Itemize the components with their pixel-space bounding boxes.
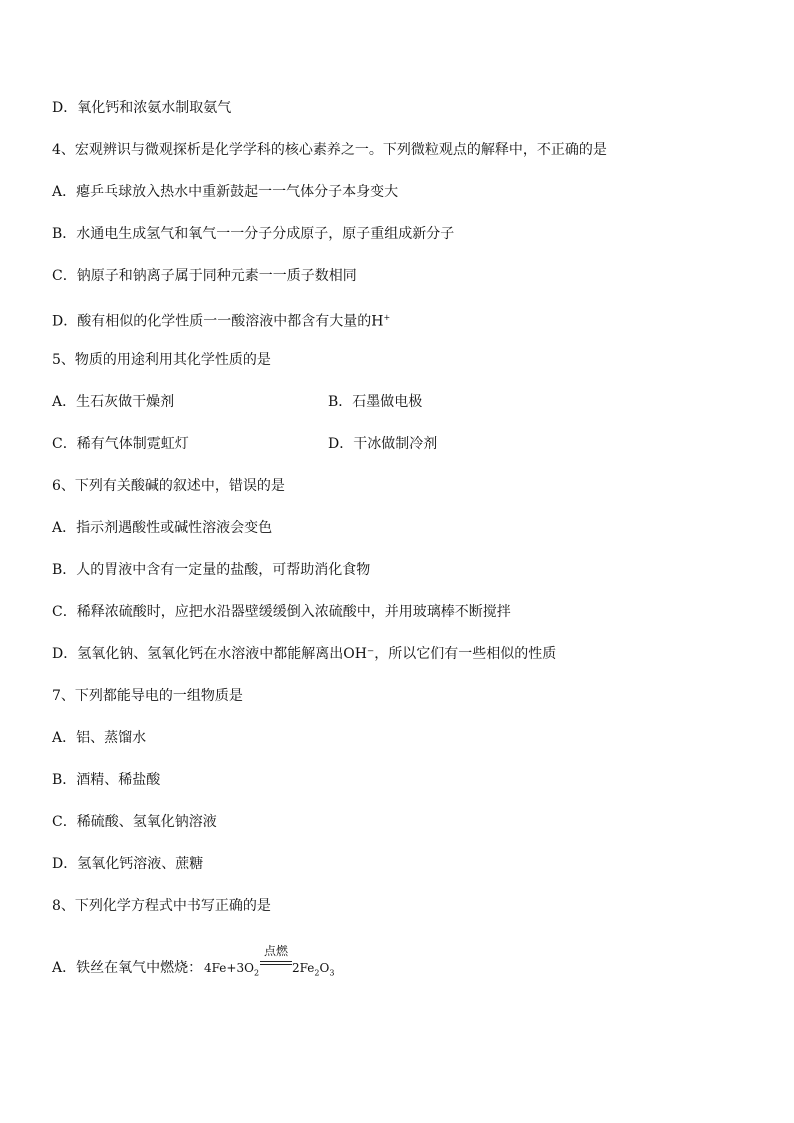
- q4-option-d: [52, 309, 390, 331]
- equation-reactants: [204, 960, 259, 981]
- q6-option-c: C．稀释浓硫酸时，应把水沿器壁缓缓倒入浓硫酸中，并用玻璃棒不断搅拌: [52, 604, 511, 620]
- q5-option-d: D．干冰做制冷剂: [328, 436, 438, 452]
- products-text-a: 2Fe: [292, 961, 315, 975]
- reaction-condition: [260, 944, 292, 974]
- oxide-subscript: 3: [329, 968, 335, 978]
- q5-option-b: B．石墨做电极: [328, 394, 423, 410]
- q5-stem: 5、物质的用途利用其化学性质的是: [52, 352, 271, 368]
- reactants-text: 4Fe+3O: [204, 961, 254, 975]
- equals-bar-bottom: [260, 964, 292, 965]
- q3-option-d: D．氧化钙和浓氨水制取氨气: [52, 100, 232, 116]
- equation-products: [292, 960, 334, 981]
- q7-option-d: D．氢氧化钙溶液、蔗糖: [52, 856, 204, 872]
- q4-option-d-text: D．酸有相似的化学性质一一酸溶液中都含有大量的H: [52, 313, 384, 330]
- q7-stem: 7、下列都能导电的一组物质是: [52, 688, 243, 704]
- q7-option-b: B．酒精、稀盐酸: [52, 772, 161, 788]
- q8-stem: 8、下列化学方程式中书写正确的是: [52, 898, 271, 914]
- equals-bar-top: [260, 961, 292, 962]
- q5-option-c: C．稀有气体制霓虹灯: [52, 436, 189, 452]
- oxygen-subscript: 2: [253, 968, 260, 978]
- q6-option-b: B．人的胃液中含有一定量的盐酸，可帮助消化食物: [52, 562, 371, 578]
- iron-subscript: 2: [314, 968, 320, 978]
- q6-option-d: D．氢氧化钠、氢氧化钙在水溶液中都能解离出OH⁻，所以它们有一些相似的性质: [52, 646, 557, 662]
- reaction-condition-text: 点燃: [263, 944, 288, 958]
- q4-option-a: A．瘪乒乓球放入热水中重新鼓起一一气体分子本身变大: [52, 184, 399, 200]
- q8-option-a-label: A．铁丝在氧气中燃烧：: [52, 960, 203, 976]
- q6-stem: 6、下列有关酸碱的叙述中，错误的是: [52, 478, 285, 494]
- products-text-b: O: [319, 961, 330, 975]
- q5-option-a: A．生石灰做干燥剂: [52, 394, 175, 410]
- q6-option-a: A．指示剂遇酸性或碱性溶液会变色: [52, 520, 273, 536]
- q4-option-d-superscript: +: [383, 313, 391, 322]
- q4-stem: 4、宏观辨识与微观探析是化学学科的核心素养之一。下列微粒观点的解释中，不正确的是: [52, 142, 607, 158]
- q7-option-a: A．铝、蒸馏水: [52, 730, 147, 746]
- q4-option-b: B．水通电生成氢气和氧气一一分子分成原子，原子重组成新分子: [52, 226, 455, 242]
- q4-option-c: C．钠原子和钠离子属于同种元素一一质子数相同: [52, 268, 357, 284]
- q7-option-c: C．稀硫酸、氢氧化钠溶液: [52, 814, 217, 830]
